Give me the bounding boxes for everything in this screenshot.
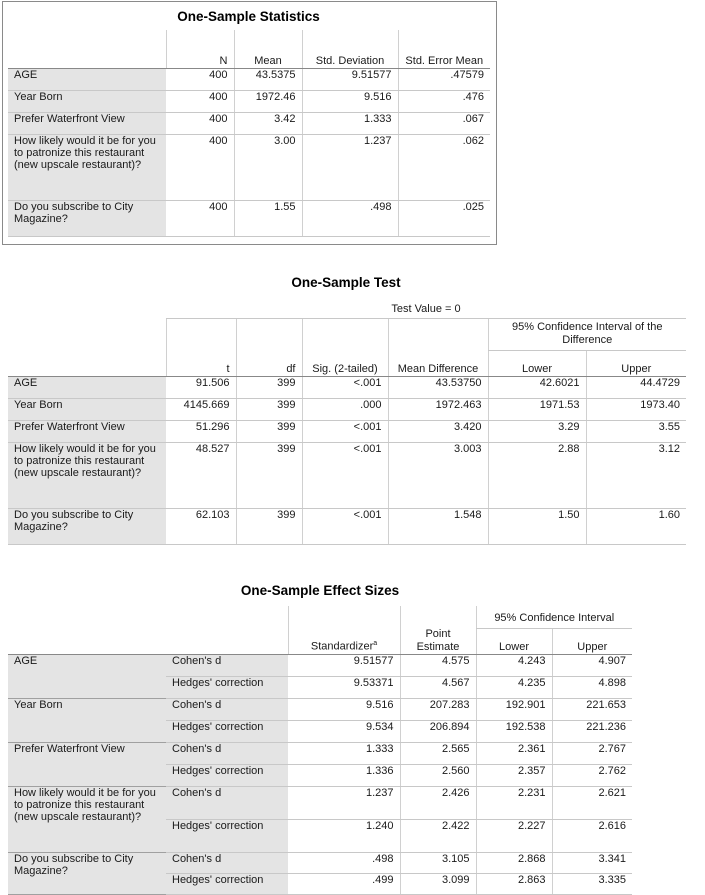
cell-t: 4145.669 [166, 398, 236, 420]
effect-header-standardizer: Standardizer$^a$ [288, 628, 400, 655]
table-row [8, 743, 632, 765]
cell-upper: 1.60 [586, 508, 686, 544]
method-label: Hedges' correction [166, 721, 288, 743]
cell-standardizer: .498 [288, 853, 400, 874]
cell-lower: 2.357 [476, 765, 552, 787]
cell-n: 400 [166, 134, 234, 200]
cell-point-estimate: 2.560 [400, 765, 476, 787]
cell-sd: 1.333 [302, 112, 398, 134]
cell-point-estimate: 3.105 [400, 853, 476, 874]
cell-point-estimate: 2.422 [400, 820, 476, 853]
table-row [8, 787, 632, 820]
cell-point-estimate: 2.426 [400, 787, 476, 820]
cell-point-estimate: 4.567 [400, 677, 476, 699]
cell-mean-difference: 1972.463 [388, 398, 488, 420]
table-row [8, 68, 490, 90]
method-label: Hedges' correction [166, 765, 288, 787]
cell-mean: 3.00 [234, 134, 302, 200]
cell-se: .067 [398, 112, 490, 134]
cell-standardizer: 9.534 [288, 721, 400, 743]
row-label: Prefer Waterfront View [8, 420, 166, 442]
cell-lower: 1971.53 [488, 398, 586, 420]
stats-header-mean: Mean [234, 30, 302, 68]
effect-header-lower: Lower [476, 628, 552, 655]
row-label: AGE [8, 68, 166, 90]
cell-standardizer: 1.237 [288, 787, 400, 820]
effect-ci-header: 95% Confidence Interval [476, 606, 632, 628]
test-header-mean-difference: Mean Difference [388, 350, 488, 376]
effect-header-upper: Upper [552, 628, 632, 655]
cell-upper: 2.767 [552, 743, 632, 765]
cell-upper: 3.335 [552, 874, 632, 895]
row-label: Year Born [8, 398, 166, 420]
cell-upper: 221.653 [552, 699, 632, 721]
cell-standardizer: 1.336 [288, 765, 400, 787]
method-label: Cohen's d [166, 699, 288, 721]
cell-upper: 3.55 [586, 420, 686, 442]
cell-lower: 2.227 [476, 820, 552, 853]
cell-upper: 3.12 [586, 442, 686, 508]
cell-mean-difference: 1.548 [388, 508, 488, 544]
row-label: Year Born [8, 90, 166, 112]
row-label: Prefer Waterfront View [8, 743, 166, 787]
table-row [8, 699, 632, 721]
row-label: How likely would it be for you to patronize this restaurant (new upscale restaurant)? [8, 442, 166, 508]
cell-df: 399 [236, 398, 302, 420]
cell-df: 399 [236, 420, 302, 442]
cell-t: 51.296 [166, 420, 236, 442]
cell-sd: 9.51577 [302, 68, 398, 90]
table-row [8, 442, 686, 508]
row-label: How likely would it be for you to patronize this restaurant (new upscale restaurant)? [8, 787, 166, 853]
cell-mean-difference: 3.003 [388, 442, 488, 508]
table-row [8, 398, 686, 420]
cell-n: 400 [166, 90, 234, 112]
cell-mean-difference: 43.53750 [388, 376, 488, 398]
test-header-upper: Upper [586, 350, 686, 376]
row-label: Do you subscribe to City Magazine? [8, 508, 166, 544]
method-label: Cohen's d [166, 853, 288, 874]
cell-upper: 44.4729 [586, 376, 686, 398]
cell-upper: 2.762 [552, 765, 632, 787]
cell-lower: 2.863 [476, 874, 552, 895]
cell-lower: 1.50 [488, 508, 586, 544]
table-row [8, 508, 686, 544]
table-row [8, 134, 490, 200]
cell-n: 400 [166, 200, 234, 236]
cell-upper: 4.898 [552, 677, 632, 699]
cell-se: .025 [398, 200, 490, 236]
effect-sizes-title: One-Sample Effect Sizes [240, 583, 400, 598]
cell-t: 91.506 [166, 376, 236, 398]
table-row [8, 376, 686, 398]
test-value-header: Test Value = 0 [166, 300, 686, 318]
footnote-marker: a [373, 640, 378, 648]
cell-sig: <.001 [302, 420, 388, 442]
statistics-title: One-Sample Statistics [177, 9, 320, 24]
cell-standardizer: 9.51577 [288, 655, 400, 677]
row-label: AGE [8, 655, 166, 699]
table-row [8, 853, 632, 874]
statistics-table [8, 30, 490, 237]
cell-mean: 3.42 [234, 112, 302, 134]
cell-point-estimate: 2.565 [400, 743, 476, 765]
cell-df: 399 [236, 376, 302, 398]
table-row [8, 90, 490, 112]
method-label: Cohen's d [166, 655, 288, 677]
cell-sd: 1.237 [302, 134, 398, 200]
test-table [8, 300, 686, 545]
test-header-t: t [166, 350, 236, 376]
cell-mean: 43.5375 [234, 68, 302, 90]
table-row [8, 655, 632, 677]
cell-lower: 42.6021 [488, 376, 586, 398]
cell-se: .062 [398, 134, 490, 200]
row-label: Do you subscribe to City Magazine? [8, 853, 166, 895]
cell-lower: 2.361 [476, 743, 552, 765]
test-ci-header: 95% Confidence Interval of the Difference [488, 318, 686, 350]
cell-upper: 2.616 [552, 820, 632, 853]
cell-mean: 1.55 [234, 200, 302, 236]
cell-standardizer: 9.516 [288, 699, 400, 721]
method-label: Hedges' correction [166, 677, 288, 699]
cell-df: 399 [236, 508, 302, 544]
cell-sig: <.001 [302, 508, 388, 544]
cell-upper: 1973.40 [586, 398, 686, 420]
method-label: Cohen's d [166, 743, 288, 765]
cell-lower: 192.538 [476, 721, 552, 743]
cell-t: 48.527 [166, 442, 236, 508]
cell-sig: <.001 [302, 376, 388, 398]
row-label: AGE [8, 376, 166, 398]
cell-point-estimate: 207.283 [400, 699, 476, 721]
test-header-sig: Sig. (2-tailed) [302, 350, 388, 376]
cell-mean-difference: 3.420 [388, 420, 488, 442]
cell-point-estimate: 3.099 [400, 874, 476, 895]
cell-lower: 4.243 [476, 655, 552, 677]
table-row [8, 112, 490, 134]
cell-standardizer: 1.333 [288, 743, 400, 765]
test-header-df: df [236, 350, 302, 376]
row-label: Do you subscribe to City Magazine? [8, 200, 166, 236]
cell-n: 400 [166, 112, 234, 134]
cell-lower: 4.235 [476, 677, 552, 699]
row-label: Year Born [8, 699, 166, 743]
cell-se: .47579 [398, 68, 490, 90]
cell-standardizer: 1.240 [288, 820, 400, 853]
cell-se: .476 [398, 90, 490, 112]
cell-lower: 192.901 [476, 699, 552, 721]
cell-n: 400 [166, 68, 234, 90]
stats-header-sd: Std. Deviation [302, 30, 398, 68]
cell-lower: 3.29 [488, 420, 586, 442]
cell-sd: 9.516 [302, 90, 398, 112]
row-label: How likely would it be for you to patronize this restaurant (new upscale restaurant)? [8, 134, 166, 200]
cell-upper: 221.236 [552, 721, 632, 743]
cell-df: 399 [236, 442, 302, 508]
effect-header-point-estimate: Point Estimate [400, 628, 476, 655]
cell-standardizer: 9.53371 [288, 677, 400, 699]
cell-lower: 2.868 [476, 853, 552, 874]
cell-upper: 2.621 [552, 787, 632, 820]
cell-point-estimate: 206.894 [400, 721, 476, 743]
method-label: Hedges' correction [166, 874, 288, 895]
cell-sd: .498 [302, 200, 398, 236]
table-row [8, 200, 490, 236]
cell-sig: .000 [302, 398, 388, 420]
cell-standardizer: .499 [288, 874, 400, 895]
cell-lower: 2.231 [476, 787, 552, 820]
cell-sig: <.001 [302, 442, 388, 508]
stats-header-n: N [166, 30, 234, 68]
effect-sizes-table [8, 606, 632, 895]
method-label: Cohen's d [166, 787, 288, 820]
table-row [8, 420, 686, 442]
test-header-lower: Lower [488, 350, 586, 376]
cell-upper: 4.907 [552, 655, 632, 677]
cell-point-estimate: 4.575 [400, 655, 476, 677]
cell-lower: 2.88 [488, 442, 586, 508]
stats-header-se: Std. Error Mean [398, 30, 490, 68]
cell-mean: 1972.46 [234, 90, 302, 112]
cell-upper: 3.341 [552, 853, 632, 874]
method-label: Hedges' correction [166, 820, 288, 853]
cell-t: 62.103 [166, 508, 236, 544]
row-label: Prefer Waterfront View [8, 112, 166, 134]
test-title: One-Sample Test [291, 275, 401, 290]
